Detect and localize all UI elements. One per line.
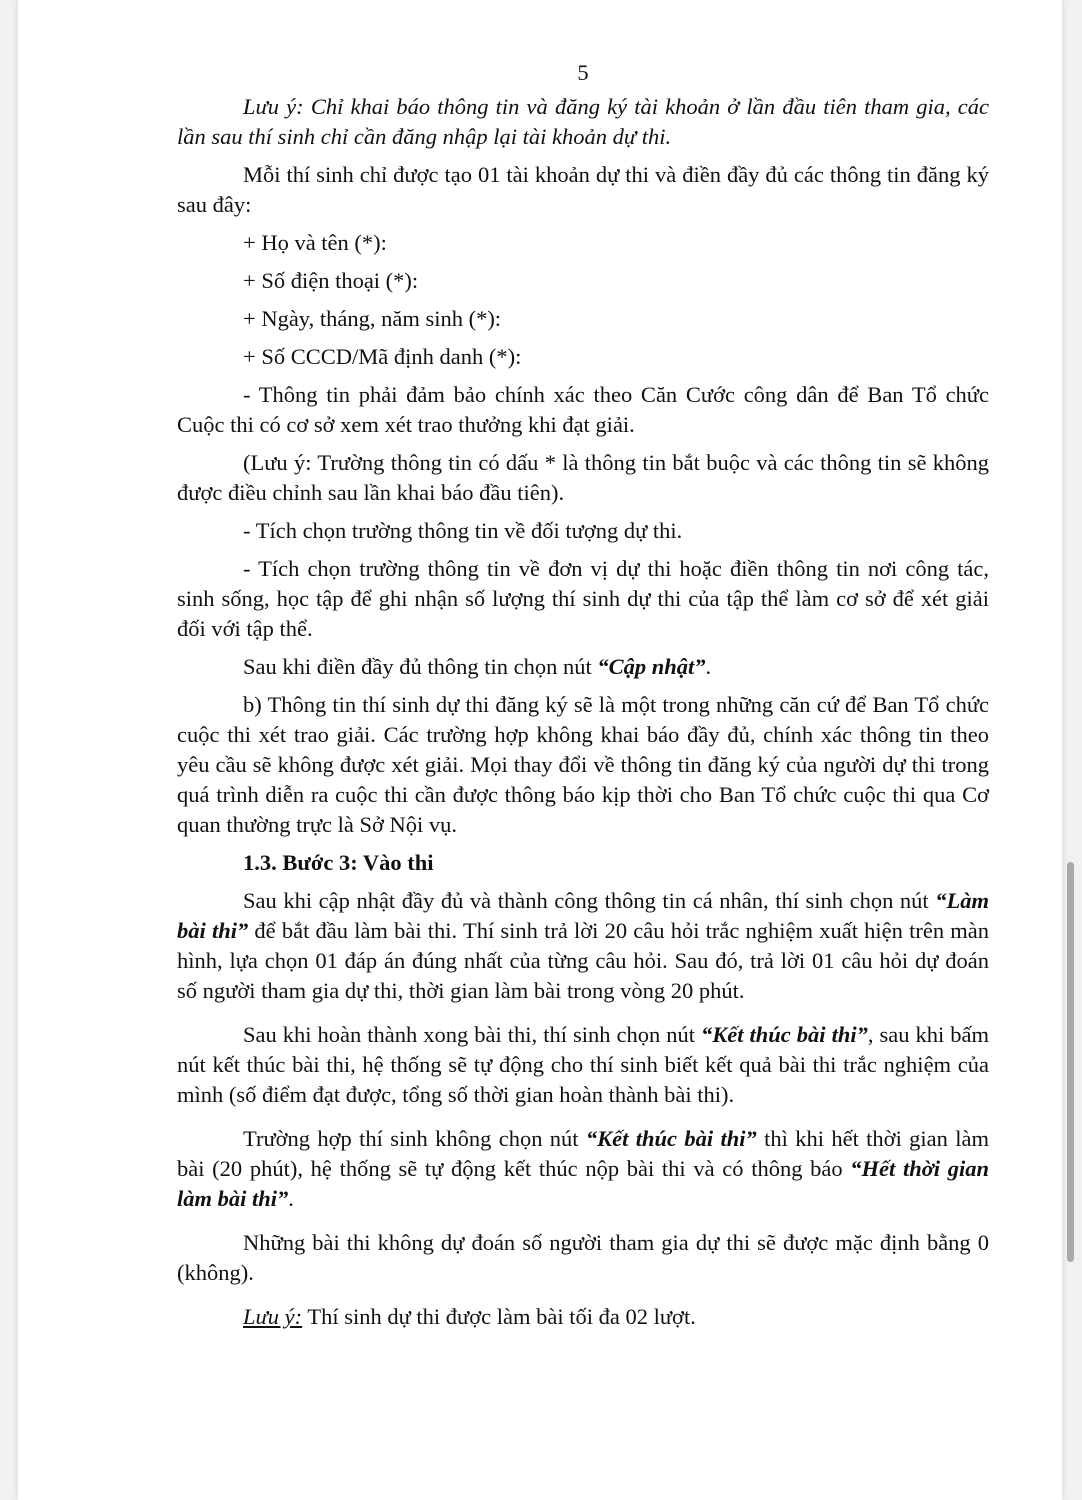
- page-number: 5: [577, 60, 589, 85]
- registration-intro: Mỗi thí sinh chỉ được tạo 01 tài khoản dự thi và điền đầy đủ các thông tin đăng ký sau đây:: [177, 162, 989, 217]
- paragraph-b: b) Thông tin thí sinh dự thi đăng ký sẽ là một trong những căn cứ để Ban Tổ chức cuộc thi xét trao giải. Các trường hợp không khai báo đầy đủ, chính xác thông tin theo yêu cầu sẽ không được xét giải. Mọi thay đổi về thông tin đăng ký của người dự thi trong quá trình diễn ra cuộc thi cần được thông báo kịp thời cho Ban Tổ chức cuộc thi qua Cơ quan thường trực là Sở Nội vụ.: [177, 692, 989, 837]
- final-note: [177, 1302, 989, 1332]
- field-full-name: + Họ và tên (*):: [243, 230, 387, 255]
- timeout-text-before: Trường hợp thí sinh không chọn nút: [243, 1126, 586, 1151]
- start-text-before: Sau khi cập nhật đầy đủ và thành công thông tin cá nhân, thí sinh chọn nút: [243, 888, 936, 913]
- heading-step-3: 1.3. Bước 3: Vào thi: [243, 850, 434, 875]
- default-zero-paragraph: Những bài thi không dự đoán số người tham gia dự thi sẽ được mặc định bằng 0 (không).: [177, 1230, 989, 1285]
- bullet-unit: - Tích chọn trường thông tin về đơn vị dự thi hoặc điền thông tin nơi công tác, sinh sống, học tập để ghi nhận số lượng thí sinh dự thi của tập thể làm cơ sở để xét giải đối với tập thể.: [177, 556, 989, 641]
- finish-button-label: “Kết thúc bài thi”: [701, 1022, 868, 1047]
- update-button-label: “Cập nhật”: [597, 654, 706, 679]
- timeout-paragraph: [177, 1124, 989, 1214]
- accuracy-requirement: - Thông tin phải đảm bảo chính xác theo Căn Cước công dân để Ban Tổ chức Cuộc thi có cơ sở xem xét trao thưởng khi đạt giải.: [177, 382, 989, 437]
- vertical-scrollbar[interactable]: [1067, 862, 1074, 1262]
- finish-text-before: Sau khi hoàn thành xong bài thi, thí sinh chọn nút: [243, 1022, 702, 1047]
- start-button-label: “Làm bài thi”: [177, 888, 989, 943]
- required-fields-note: (Lưu ý: Trường thông tin có dấu * là thông tin bắt buộc và các thông tin sẽ không được điều chỉnh sau lần khai báo đầu tiên).: [177, 450, 989, 505]
- document-page: [18, 0, 1062, 1500]
- field-birth-date: + Ngày, tháng, năm sinh (*):: [243, 306, 502, 331]
- start-text-after: để bắt đầu làm bài thi. Thí sinh trả lời 20 câu hỏi trắc nghiệm xuất hiện trên màn hình, lựa chọn 01 đáp án đúng nhất của từng câu hỏi. Sau đó, trả lời 01 câu hỏi dự đoán số người tham gia dự thi, thời gian làm bài trong vòng 20 phút.: [177, 918, 989, 1003]
- finish-exam-paragraph: [177, 1020, 989, 1110]
- bullet-target-group: - Tích chọn trường thông tin về đối tượng dự thi.: [243, 518, 683, 543]
- field-id-number: + Số CCCD/Mã định danh (*):: [243, 344, 522, 369]
- timeout-button-label: “Kết thúc bài thi”: [585, 1126, 757, 1151]
- registration-note: Lưu ý: Chỉ khai báo thông tin và đăng ký tài khoản ở lần đầu tiên tham gia, các lần sau thí sinh chỉ cần đăng nhập lại tài khoản dự thi.: [177, 94, 989, 149]
- timeout-text-middle: thì khi hết thời gian làm bài (20 phút), hệ thống sẽ tự động kết thúc nộp bài thi và có thông báo: [177, 1126, 990, 1181]
- update-instruction: [177, 652, 989, 682]
- final-note-text: Thí sinh dự thi được làm bài tối đa 02 lượt.: [302, 1304, 696, 1329]
- timeout-text-after: .: [288, 1186, 294, 1211]
- final-note-label: Lưu ý:: [243, 1304, 303, 1329]
- update-text: Sau khi điền đầy đủ thông tin chọn nút: [243, 654, 598, 679]
- start-exam-paragraph: [177, 886, 989, 1006]
- field-phone: + Số điện thoại (*):: [243, 268, 419, 293]
- update-end: .: [705, 654, 712, 679]
- timeout-message: “Hết thời gian làm bài thi”: [177, 1156, 990, 1211]
- page-content: [177, 58, 989, 1332]
- finish-text-after: , sau khi bấm nút kết thúc bài thi, hệ thống sẽ tự động cho thí sinh biết kết quả bài thi trắc nghiệm của mình (số điểm đạt được, tổng số thời gian hoàn thành bài thi).: [177, 1022, 989, 1107]
